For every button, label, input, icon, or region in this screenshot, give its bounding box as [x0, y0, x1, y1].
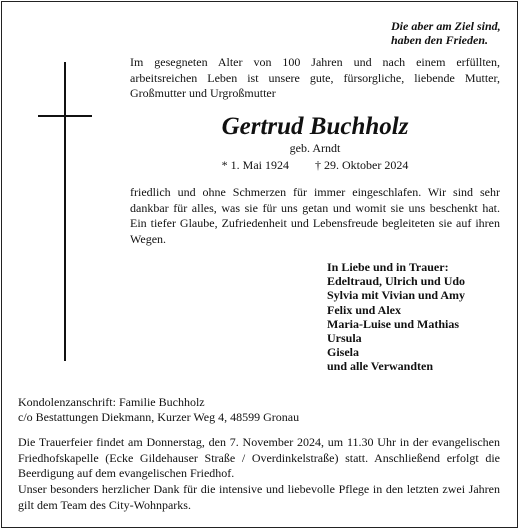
mourner-name: und alle Verwandten: [327, 359, 434, 374]
cross-icon-vertical-bar: [64, 62, 66, 361]
motto-line-2: haben den Frieden.: [391, 33, 489, 47]
address-line-2: c/o Bestattungen Diekmann, Kurzer Weg 4, 48599 Gronau: [18, 410, 300, 424]
mourner-name: Ursula: [327, 331, 362, 346]
condolence-address: [18, 395, 498, 425]
maiden-name: geb. Arndt: [289, 141, 341, 155]
body-line-4: Wegen.: [130, 231, 167, 246]
mourner-name: Maria-Luise und Mathias: [327, 316, 460, 331]
body-line-3: Ein tiefer Glaube, Zufriedenheit und Lebensfreude begleiteten sie auf ihren: [130, 216, 500, 230]
deceased-name: Gertrud Buchholz: [221, 113, 409, 140]
intro-line-3: Großmutter und Urgroßmutter: [130, 86, 276, 100]
mourner-name: Edeltraud, Ulrich und Udo: [327, 274, 466, 289]
mourner-name: Sylvia mit Vivian und Amy: [327, 288, 466, 303]
intro-line-2: arbeitsreichen Leben ist unsere gute, fürsorgliche, liebende Mutter,: [130, 70, 500, 85]
life-dates: [130, 158, 500, 172]
funeral-line-1: Die Trauerfeier findet am Donnerstag, den 7. November 2024, um 11.30 Uhr in der evangelischen: [18, 435, 500, 449]
intro-line-1: Im gesegneten Alter von 100 Jahren und nach einem erfüllten,: [130, 55, 500, 69]
motto: [281, 19, 501, 47]
mourner-name: Felix und Alex: [327, 302, 402, 317]
funeral-info: [18, 435, 500, 482]
mourner-name: Gisela: [327, 345, 359, 360]
thanks-line-2: gilt dem Team des City-Wohnparks.: [18, 497, 191, 512]
intro-text: [130, 55, 500, 102]
death-date: † 29. Oktober 2024: [315, 158, 409, 172]
mourners-heading: In Liebe und in Trauer:: [327, 260, 449, 274]
funeral-line-3: Beerdigung auf dem evangelischen Friedhof.: [18, 466, 235, 480]
cross-icon-horizontal-bar: [38, 115, 92, 117]
birth-date: * 1. Mai 1924: [221, 158, 289, 172]
funeral-line-2: Friedhofskapelle (Ecke Gildehauser Straße / Overdinkelstraße) statt. Anschließend erfolgt die: [18, 450, 500, 465]
mourners-list: [327, 260, 507, 374]
body-line-2: dankbar für alles, was sie für uns getan und womit sie uns beschenkt hat.: [130, 200, 500, 215]
thanks-text: [18, 482, 500, 513]
address-line-1: Kondolenzanschrift: Familie Buchholz: [18, 395, 205, 409]
motto-line-1: Die aber am Ziel sind,: [391, 19, 501, 33]
body-text: [130, 185, 500, 247]
thanks-line-1: Unser besonders herzlicher Dank für die intensive und liebevolle Pflege in den letzten zwei Jahren: [18, 482, 500, 496]
body-line-1: friedlich und ohne Schmerzen für immer eingeschlafen. Wir sind sehr: [130, 185, 500, 199]
